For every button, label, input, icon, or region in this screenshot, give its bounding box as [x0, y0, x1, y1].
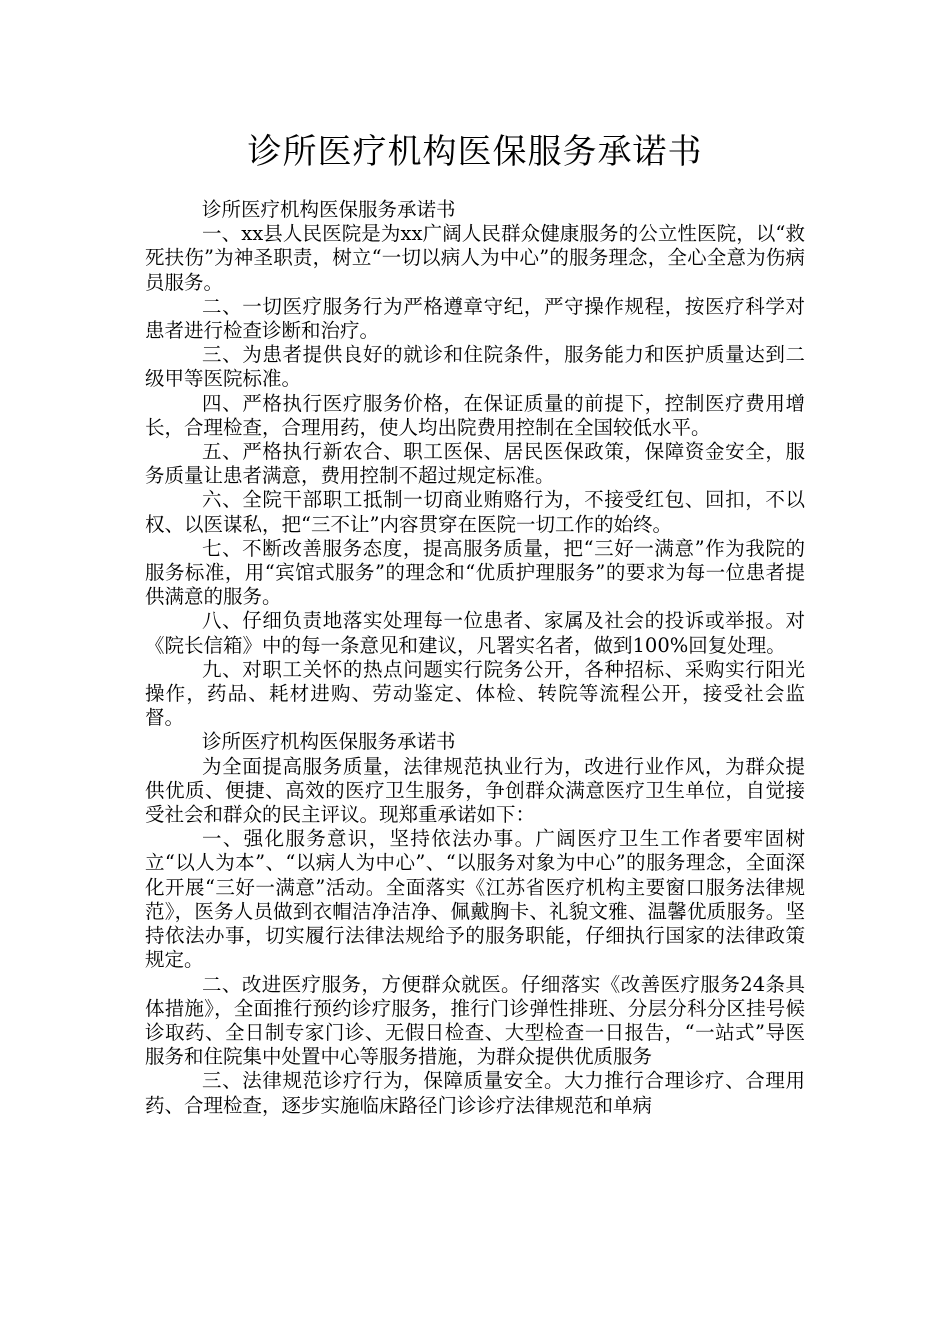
paragraph: 三、为患者提供良好的就诊和住院条件，服务能力和医护质量达到二级甲等医院标准。 [145, 343, 805, 391]
document-body [145, 198, 805, 1118]
paragraph: 四、严格执行医疗服务价格，在保证质量的前提下，控制医疗费用增长，合理检查，合理用药，使人均出院费用控制在全国较低水平。 [145, 391, 805, 439]
document-title: 诊所医疗机构医保服务承诺书 [247, 132, 703, 172]
paragraph: 为全面提高服务质量，法律规范执业行为，改进行业作风，为群众提供优质、便捷、高效的医疗卫生服务，争创群众满意医疗卫生单位，自觉接受社会和群众的民主评议。现郑重承诺如下： [145, 754, 805, 827]
paragraph: 三、法律规范诊疗行为，保障质量安全。大力推行合理诊疗、合理用药、合理检查，逐步实施临床路径门诊诊疗法律规范和单病 [145, 1069, 805, 1117]
paragraph-subtitle-2: 诊所医疗机构医保服务承诺书 [202, 730, 456, 754]
paragraph: 七、不断改善服务态度，提高服务质量，把“三好一满意”作为我院的服务标准，用“宾馆式服务”的理念和“优质护理服务”的要求为每一位患者提供满意的服务。 [145, 536, 805, 609]
paragraph: 一、xx县人民医院是为xx广阔人民群众健康服务的公立性医院，以“救死扶伤”为神圣职责，树立“一切以病人为中心”的服务理念，全心全意为伤病员服务。 [145, 222, 805, 294]
paragraph: 二、一切医疗服务行为严格遵章守纪，严守操作规程，按医疗科学对患者进行检查诊断和治疗。 [145, 294, 805, 343]
paragraph: 一、强化服务意识，坚持依法办事。广阔医疗卫生工作者要牢固树立“以人为本”、“以病人为中心”、“以服务对象为中心”的服务理念，全面深化开展“三好一满意”活动。全面落实《江苏省医疗机构主要窗口服务法律规范》，医务人员做到衣帽洁净洁净、佩戴胸卡、礼貌文雅、温馨优质服务。坚持依法办事，切实履行法律法规给予的服务职能，仔细执行国家的法律政策规定。 [145, 827, 805, 972]
document-page [145, 0, 805, 1118]
paragraph: 五、严格执行新农合、职工医保、居民医保政策，保障资金安全，服务质量让患者满意，费用控制不超过规定标准。 [145, 440, 805, 488]
paragraph-subtitle-1: 诊所医疗机构医保服务承诺书 [202, 198, 456, 221]
paragraph: 六、全院干部职工抵制一切商业贿赂行为，不接受红包、回扣，不以权、以医谋私，把“三不让”内容贯穿在医院一切工作的始终。 [145, 488, 805, 536]
paragraph: 八、仔细负责地落实处理每一位患者、家属及社会的投诉或举报。对《院长信箱》中的每一条意见和建议，凡署实名者，做到100%回复处理。 [145, 609, 805, 657]
paragraph: 二、改进医疗服务，方便群众就医。仔细落实《改善医疗服务24条具体措施》，全面推行预约诊疗服务，推行门诊弹性排班、分层分科分区挂号候诊取药、全日制专家门诊、无假日检查、大型检查一日报告，“一站式”导医服务和住院集中处置中心等服务措施，为群众提供优质服务 [145, 972, 805, 1069]
paragraph: 九、对职工关怀的热点问题实行院务公开，各种招标、采购实行阳光操作，药品、耗材进购、劳动鉴定、体检、转院等流程公开，接受社会监督。 [145, 657, 805, 730]
